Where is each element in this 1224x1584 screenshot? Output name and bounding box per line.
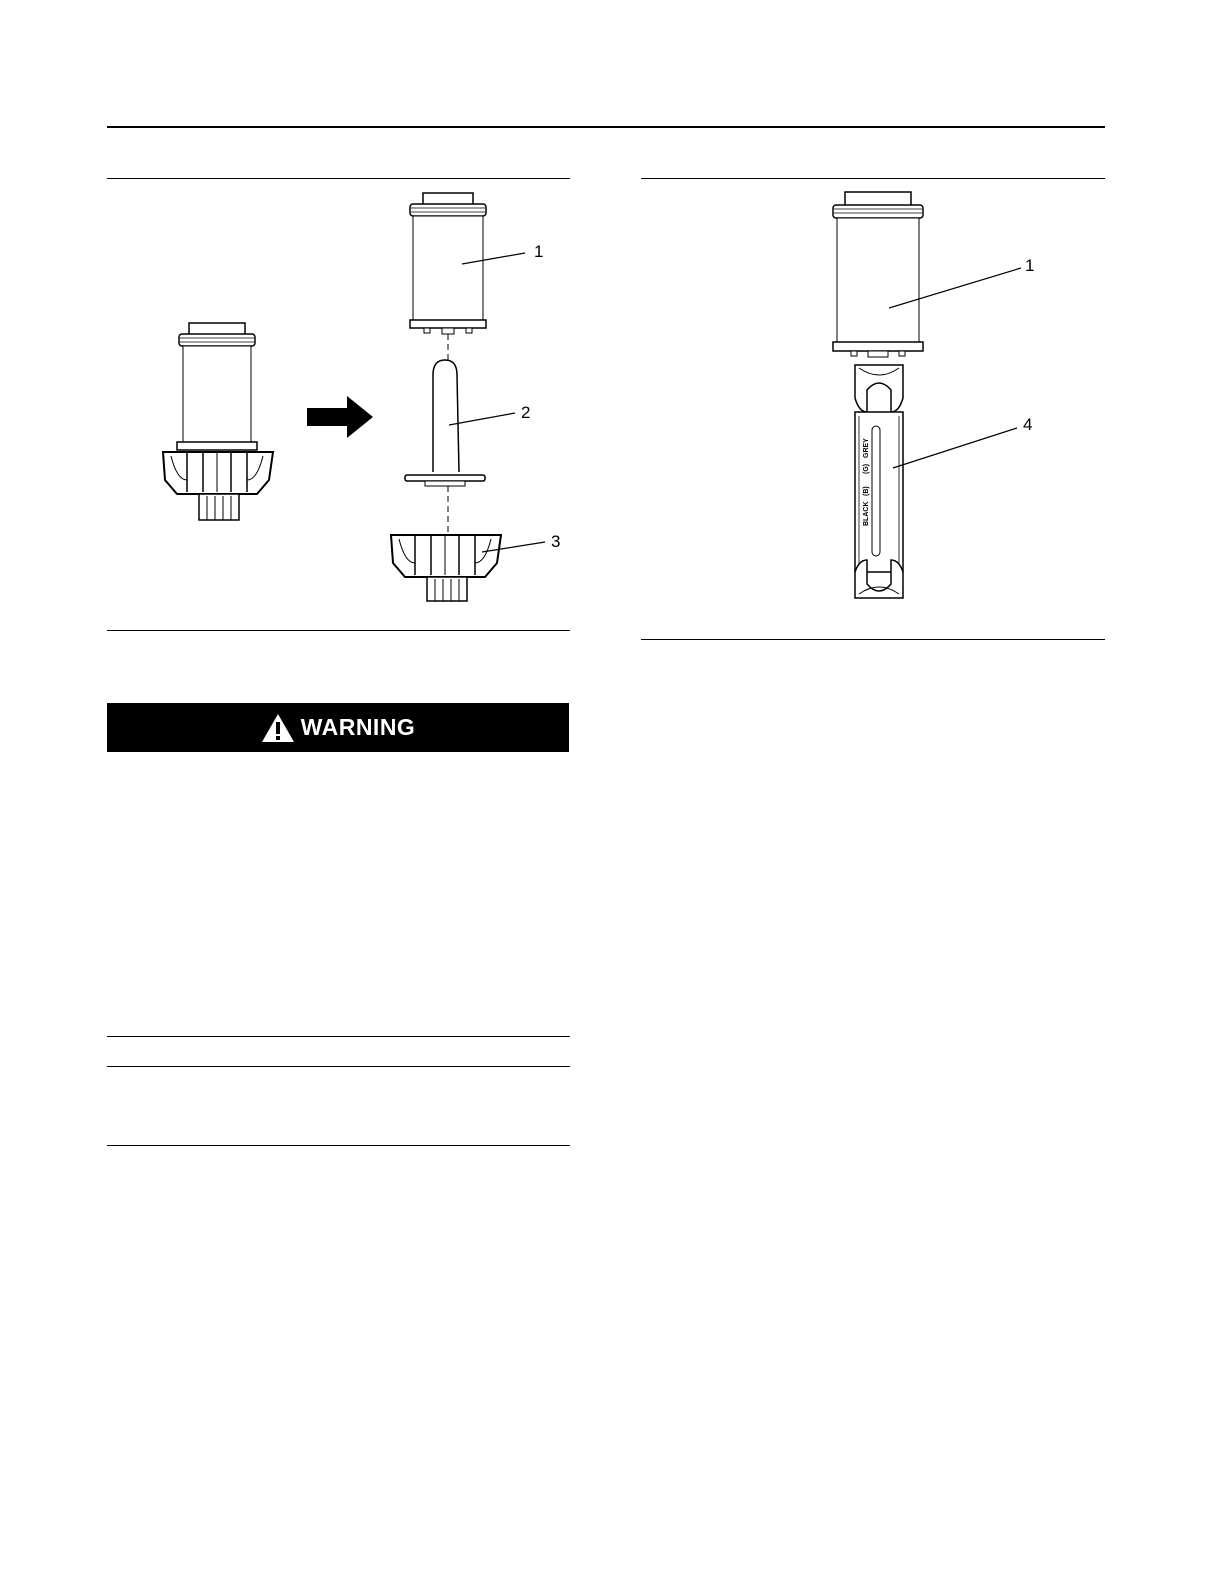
left-figure-bottom-rule: [107, 630, 570, 631]
warning-banner: [107, 703, 569, 752]
table-bottom-rule: [107, 1145, 570, 1146]
filter-base-illustration: [391, 535, 501, 601]
tool-label-g: (G): [863, 463, 870, 474]
right-figure-bottom-rule: [641, 639, 1105, 640]
table-top-rule: [107, 1036, 570, 1037]
callout-1: 1: [534, 242, 544, 261]
arrow-right-icon: [307, 396, 373, 438]
right-figure-top-rule: [641, 178, 1105, 179]
filter-removal-tool-illustration: [855, 365, 903, 598]
callout-4: 4: [1023, 415, 1033, 434]
filter-tool-figure: [641, 180, 1105, 636]
left-figure-top-rule: [107, 178, 570, 179]
header-rule: [107, 126, 1105, 128]
table-header-rule: [107, 1066, 570, 1067]
warning-label: WARNING: [300, 714, 416, 740]
standpipe-illustration: [405, 360, 485, 486]
warning-triangle-icon: [261, 713, 295, 743]
tool-label-b: (B): [863, 486, 870, 496]
filter-element-illustration: [410, 193, 486, 334]
filter-element-illustration: [833, 192, 923, 357]
callout-2: 2: [521, 403, 531, 422]
assembled-filter-illustration: [163, 323, 273, 520]
tool-label-black: BLACK: [863, 501, 870, 526]
tool-label-grey: GREY: [863, 438, 870, 458]
filter-disassembly-figure: [107, 180, 577, 628]
callout-3: 3: [551, 532, 561, 551]
callout-1: 1: [1025, 256, 1035, 275]
